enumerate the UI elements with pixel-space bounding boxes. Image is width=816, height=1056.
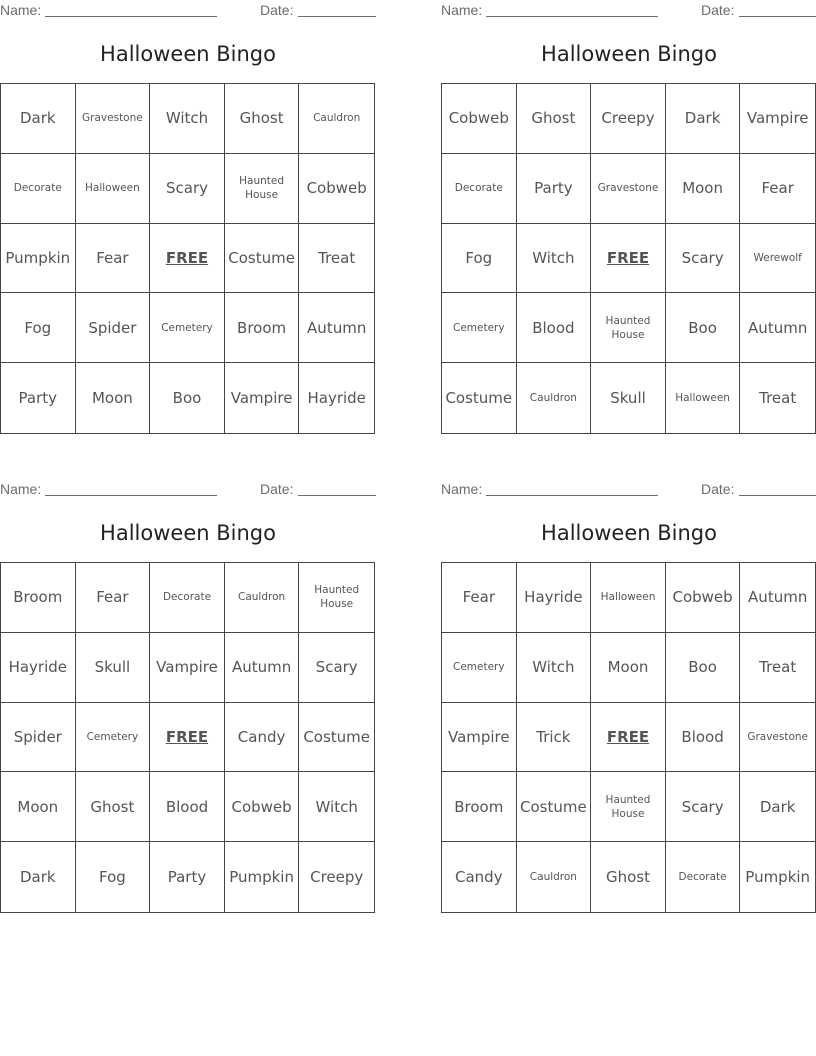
- bingo-cell: Blood: [150, 772, 225, 842]
- bingo-cell: Cobweb: [299, 154, 374, 224]
- bingo-cell: Party: [150, 842, 225, 912]
- bingo-cell: Creepy: [310, 867, 364, 886]
- bingo-cell: Gravestone: [76, 84, 151, 154]
- bingo-cell: Fear: [740, 154, 815, 224]
- bingo-cell: Hayride: [1, 633, 76, 703]
- bingo-cell: Moon: [591, 633, 666, 703]
- bingo-cell: Ghost: [76, 772, 151, 842]
- bingo-cell: Decorate: [150, 563, 225, 633]
- bingo-cell: Halloween: [666, 363, 741, 433]
- bingo-cell: Ghost: [591, 842, 666, 912]
- bingo-cell: Cauldron: [517, 363, 592, 433]
- card-title: Halloween Bingo: [541, 42, 717, 66]
- name-blank-line: [45, 495, 217, 496]
- free-space-cell: FREE: [591, 224, 666, 294]
- date-blank-line: [298, 495, 376, 496]
- card-title: Halloween Bingo: [100, 42, 276, 66]
- bingo-cell: Ghost: [225, 84, 300, 154]
- bingo-cell: Halloween: [76, 154, 151, 224]
- bingo-grid: [0, 562, 375, 913]
- bingo-cell: Scary: [299, 633, 374, 703]
- bingo-cell: Moon: [666, 154, 741, 224]
- card-header: [0, 481, 376, 499]
- bingo-cell: Autumn: [740, 293, 815, 363]
- name-label: Name:: [0, 2, 42, 18]
- bingo-cell: Decorate: [666, 842, 741, 912]
- card-title: Halloween Bingo: [541, 521, 717, 545]
- bingo-cell: Moon: [1, 772, 76, 842]
- bingo-cell: Boo: [666, 293, 741, 363]
- bingo-cell: Costume: [299, 703, 374, 773]
- card-header: [441, 2, 816, 20]
- date-blank-line: [298, 16, 376, 17]
- bingo-cell: Costume: [225, 224, 300, 294]
- bingo-cell: Skull: [76, 633, 151, 703]
- card-header: [441, 481, 816, 499]
- bingo-cell: Witch: [517, 633, 592, 703]
- bingo-cell: Gravestone: [591, 154, 666, 224]
- bingo-cell: Dark: [1, 842, 76, 912]
- bingo-cell: Broom: [442, 772, 517, 842]
- bingo-cell: Blood: [666, 703, 741, 773]
- bingo-cell: Scary: [666, 224, 741, 294]
- bingo-cell: Haunted House: [591, 772, 666, 842]
- bingo-cell: Creepy: [591, 84, 666, 154]
- bingo-cell: Decorate: [442, 154, 517, 224]
- bingo-cell: Spider: [76, 293, 151, 363]
- bingo-cell: Decorate: [1, 154, 76, 224]
- bingo-cell: Haunted House: [591, 293, 666, 363]
- date-label: Date:: [701, 481, 735, 497]
- date-label: Date:: [260, 2, 294, 18]
- card-title: Halloween Bingo: [100, 521, 276, 545]
- bingo-grid: [441, 83, 816, 434]
- bingo-cell: Cauldron: [225, 563, 300, 633]
- bingo-cell: Hayride: [307, 388, 366, 407]
- bingo-cell: Treat: [759, 388, 797, 407]
- bingo-cell: Ghost: [517, 84, 592, 154]
- bingo-cell: Party: [517, 154, 592, 224]
- name-blank-line: [486, 16, 658, 17]
- bingo-cell: Vampire: [225, 363, 300, 433]
- bingo-cell: Scary: [666, 772, 741, 842]
- bingo-cell: Broom: [1, 563, 76, 633]
- name-blank-line: [45, 16, 217, 17]
- bingo-cell: Dark: [740, 772, 815, 842]
- bingo-grid: [441, 562, 816, 913]
- bingo-cell: Haunted House: [299, 563, 374, 633]
- bingo-cell: Autumn: [225, 633, 300, 703]
- bingo-cell: Fear: [76, 563, 151, 633]
- bingo-cell: Costume: [442, 363, 517, 433]
- bingo-cell: Cauldron: [517, 842, 592, 912]
- bingo-cell: Blood: [517, 293, 592, 363]
- bingo-cell: Fog: [76, 842, 151, 912]
- bingo-cell: Pumpkin: [1, 224, 76, 294]
- free-space-cell: FREE: [150, 224, 225, 294]
- bingo-cell: Treat: [299, 224, 374, 294]
- name-label: Name:: [0, 481, 42, 497]
- bingo-cell: Dark: [1, 84, 76, 154]
- bingo-cell: Costume: [517, 772, 592, 842]
- bingo-cell: Fog: [442, 224, 517, 294]
- bingo-cell: Boo: [150, 363, 225, 433]
- free-space-cell: FREE: [150, 703, 225, 773]
- bingo-cell: Vampire: [442, 703, 517, 773]
- bingo-cell: Haunted House: [225, 154, 300, 224]
- bingo-cell: Skull: [591, 363, 666, 433]
- bingo-cell: Cobweb: [442, 84, 517, 154]
- bingo-cell: Witch: [299, 772, 374, 842]
- bingo-cell: Moon: [76, 363, 151, 433]
- bingo-cell: Dark: [666, 84, 741, 154]
- bingo-cell: Party: [1, 363, 76, 433]
- bingo-cell: Vampire: [740, 84, 815, 154]
- bingo-cell: Vampire: [150, 633, 225, 703]
- bingo-cell: Halloween: [591, 563, 666, 633]
- date-label: Date:: [260, 481, 294, 497]
- bingo-cell: Cobweb: [225, 772, 300, 842]
- bingo-cell: Fear: [442, 563, 517, 633]
- card-header: [0, 2, 376, 20]
- bingo-cell: Werewolf: [740, 224, 815, 294]
- bingo-cell: Spider: [1, 703, 76, 773]
- bingo-cell: Gravestone: [740, 703, 815, 773]
- bingo-cell: Hayride: [517, 563, 592, 633]
- bingo-cell: Pumpkin: [225, 842, 300, 912]
- bingo-cell: Cobweb: [666, 563, 741, 633]
- bingo-cell: Witch: [150, 84, 225, 154]
- bingo-cell: Trick: [517, 703, 592, 773]
- bingo-cell: Broom: [225, 293, 300, 363]
- name-label: Name:: [441, 481, 483, 497]
- bingo-cell: Scary: [150, 154, 225, 224]
- date-blank-line: [739, 16, 816, 17]
- bingo-cell: Autumn: [740, 563, 815, 633]
- bingo-cell: Cemetery: [150, 293, 225, 363]
- bingo-cell: Candy: [442, 842, 517, 912]
- bingo-cell: Treat: [740, 633, 815, 703]
- name-label: Name:: [441, 2, 483, 18]
- bingo-cell: Witch: [517, 224, 592, 294]
- bingo-cell: Fog: [1, 293, 76, 363]
- bingo-cell: Cauldron: [299, 84, 374, 154]
- date-blank-line: [739, 495, 816, 496]
- name-blank-line: [486, 495, 658, 496]
- bingo-cell: Pumpkin: [745, 867, 811, 886]
- free-space-cell: FREE: [591, 703, 666, 773]
- bingo-cell: Fear: [76, 224, 151, 294]
- bingo-cell: Cemetery: [76, 703, 151, 773]
- bingo-cell: Boo: [666, 633, 741, 703]
- date-label: Date:: [701, 2, 735, 18]
- bingo-cell: Autumn: [299, 293, 374, 363]
- bingo-cell: Cemetery: [442, 293, 517, 363]
- bingo-cell: Cemetery: [442, 633, 517, 703]
- bingo-grid: [0, 83, 375, 434]
- bingo-cell: Candy: [225, 703, 300, 773]
